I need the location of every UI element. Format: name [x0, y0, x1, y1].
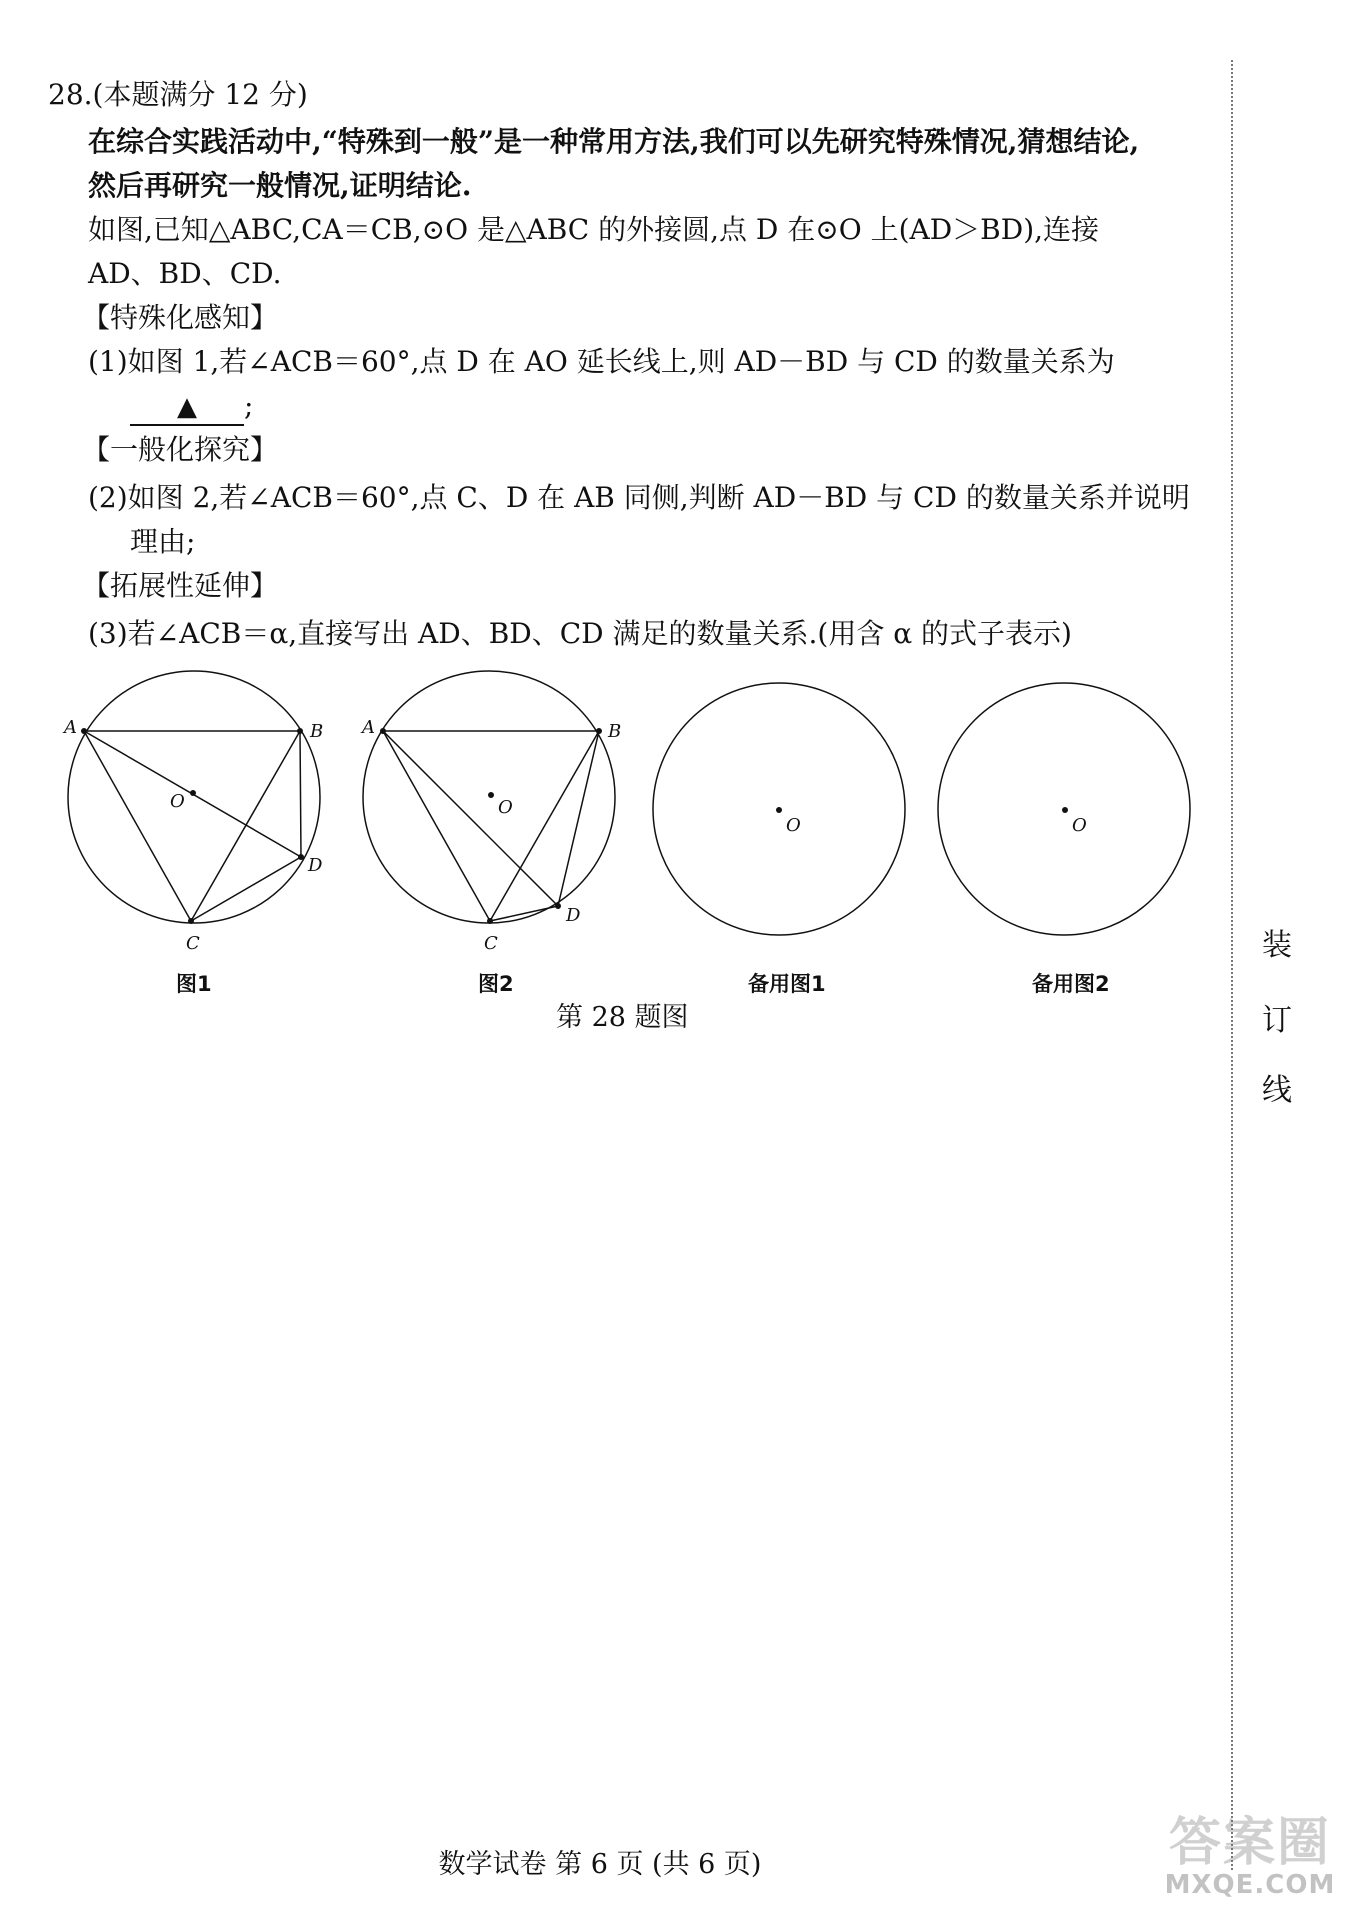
figure-2	[356, 665, 626, 969]
part-1-answer-line	[130, 386, 253, 426]
part-2-line-2: 理由;	[130, 525, 196, 558]
caption-figure-2: 图2	[478, 972, 514, 996]
given-line-1: 如图,已知△ABC,CA＝CB,⊙O 是△ABC 的外接圆,点 D 在⊙O 上(AD＞BD),连接	[88, 213, 1100, 246]
spare-figure-1	[648, 665, 918, 969]
label-A: A	[362, 717, 375, 738]
caption-spare-2: 备用图2	[1032, 972, 1110, 996]
watermark-bottom-text: MXQE.COM	[1164, 1870, 1336, 1900]
page-footer: 数学试卷 第 6 页 (共 6 页)	[438, 1849, 762, 1880]
label-O: O	[498, 797, 513, 818]
part-2-line-1: (2)如图 2,若∠ACB＝60°,点 C、D 在 AB 同侧,判断 AD－BD 与 CD 的数量关系并说明	[88, 481, 1190, 514]
binding-char-3: 线	[1262, 1073, 1292, 1108]
watermark-top-text: 答案圈	[1168, 1813, 1331, 1873]
intro-line-2: 然后再研究一般情况,证明结论.	[88, 169, 472, 202]
label-C: C	[484, 933, 498, 954]
label-B: B	[310, 721, 324, 742]
watermark-logo	[1140, 1800, 1360, 1908]
section-1-title: 【特殊化感知】	[82, 301, 279, 334]
section-2-title: 【一般化探究】	[82, 433, 279, 466]
label-O: O	[170, 791, 185, 812]
given-line-2: AD、BD、CD.	[88, 257, 282, 290]
answer-blank[interactable]: ▲	[130, 390, 244, 426]
label-A: A	[64, 717, 77, 738]
label-C: C	[186, 933, 200, 954]
binding-char-1: 装	[1262, 928, 1292, 963]
question-header: 28.(本题满分 12 分)	[48, 78, 308, 111]
figure-1	[58, 665, 328, 969]
label-D: D	[308, 855, 323, 876]
caption-figure-1: 图1	[176, 972, 212, 996]
part-1-end: ;	[244, 389, 254, 422]
part-1-line-1: (1)如图 1,若∠ACB＝60°,点 D 在 AO 延长线上,则 AD－BD 与 CD 的数量关系为	[88, 345, 1115, 378]
figure-title: 第 28 题图	[556, 1002, 689, 1033]
caption-spare-1: 备用图1	[748, 972, 826, 996]
spare-figure-2	[934, 665, 1204, 969]
label-O: O	[1072, 815, 1087, 836]
label-D: D	[566, 905, 581, 926]
intro-line-1: 在综合实践活动中,“特殊到一般”是一种常用方法,我们可以先研究特殊情况,猜想结论,	[88, 125, 1140, 158]
binding-char-2: 订	[1262, 1003, 1292, 1038]
label-B: B	[608, 721, 622, 742]
part-3-line-1: (3)若∠ACB＝α,直接写出 AD、BD、CD 满足的数量关系.(用含 α 的式子表示)	[88, 617, 1072, 650]
label-O: O	[786, 815, 801, 836]
binding-line	[1231, 60, 1233, 1870]
section-3-title: 【拓展性延伸】	[82, 569, 279, 602]
